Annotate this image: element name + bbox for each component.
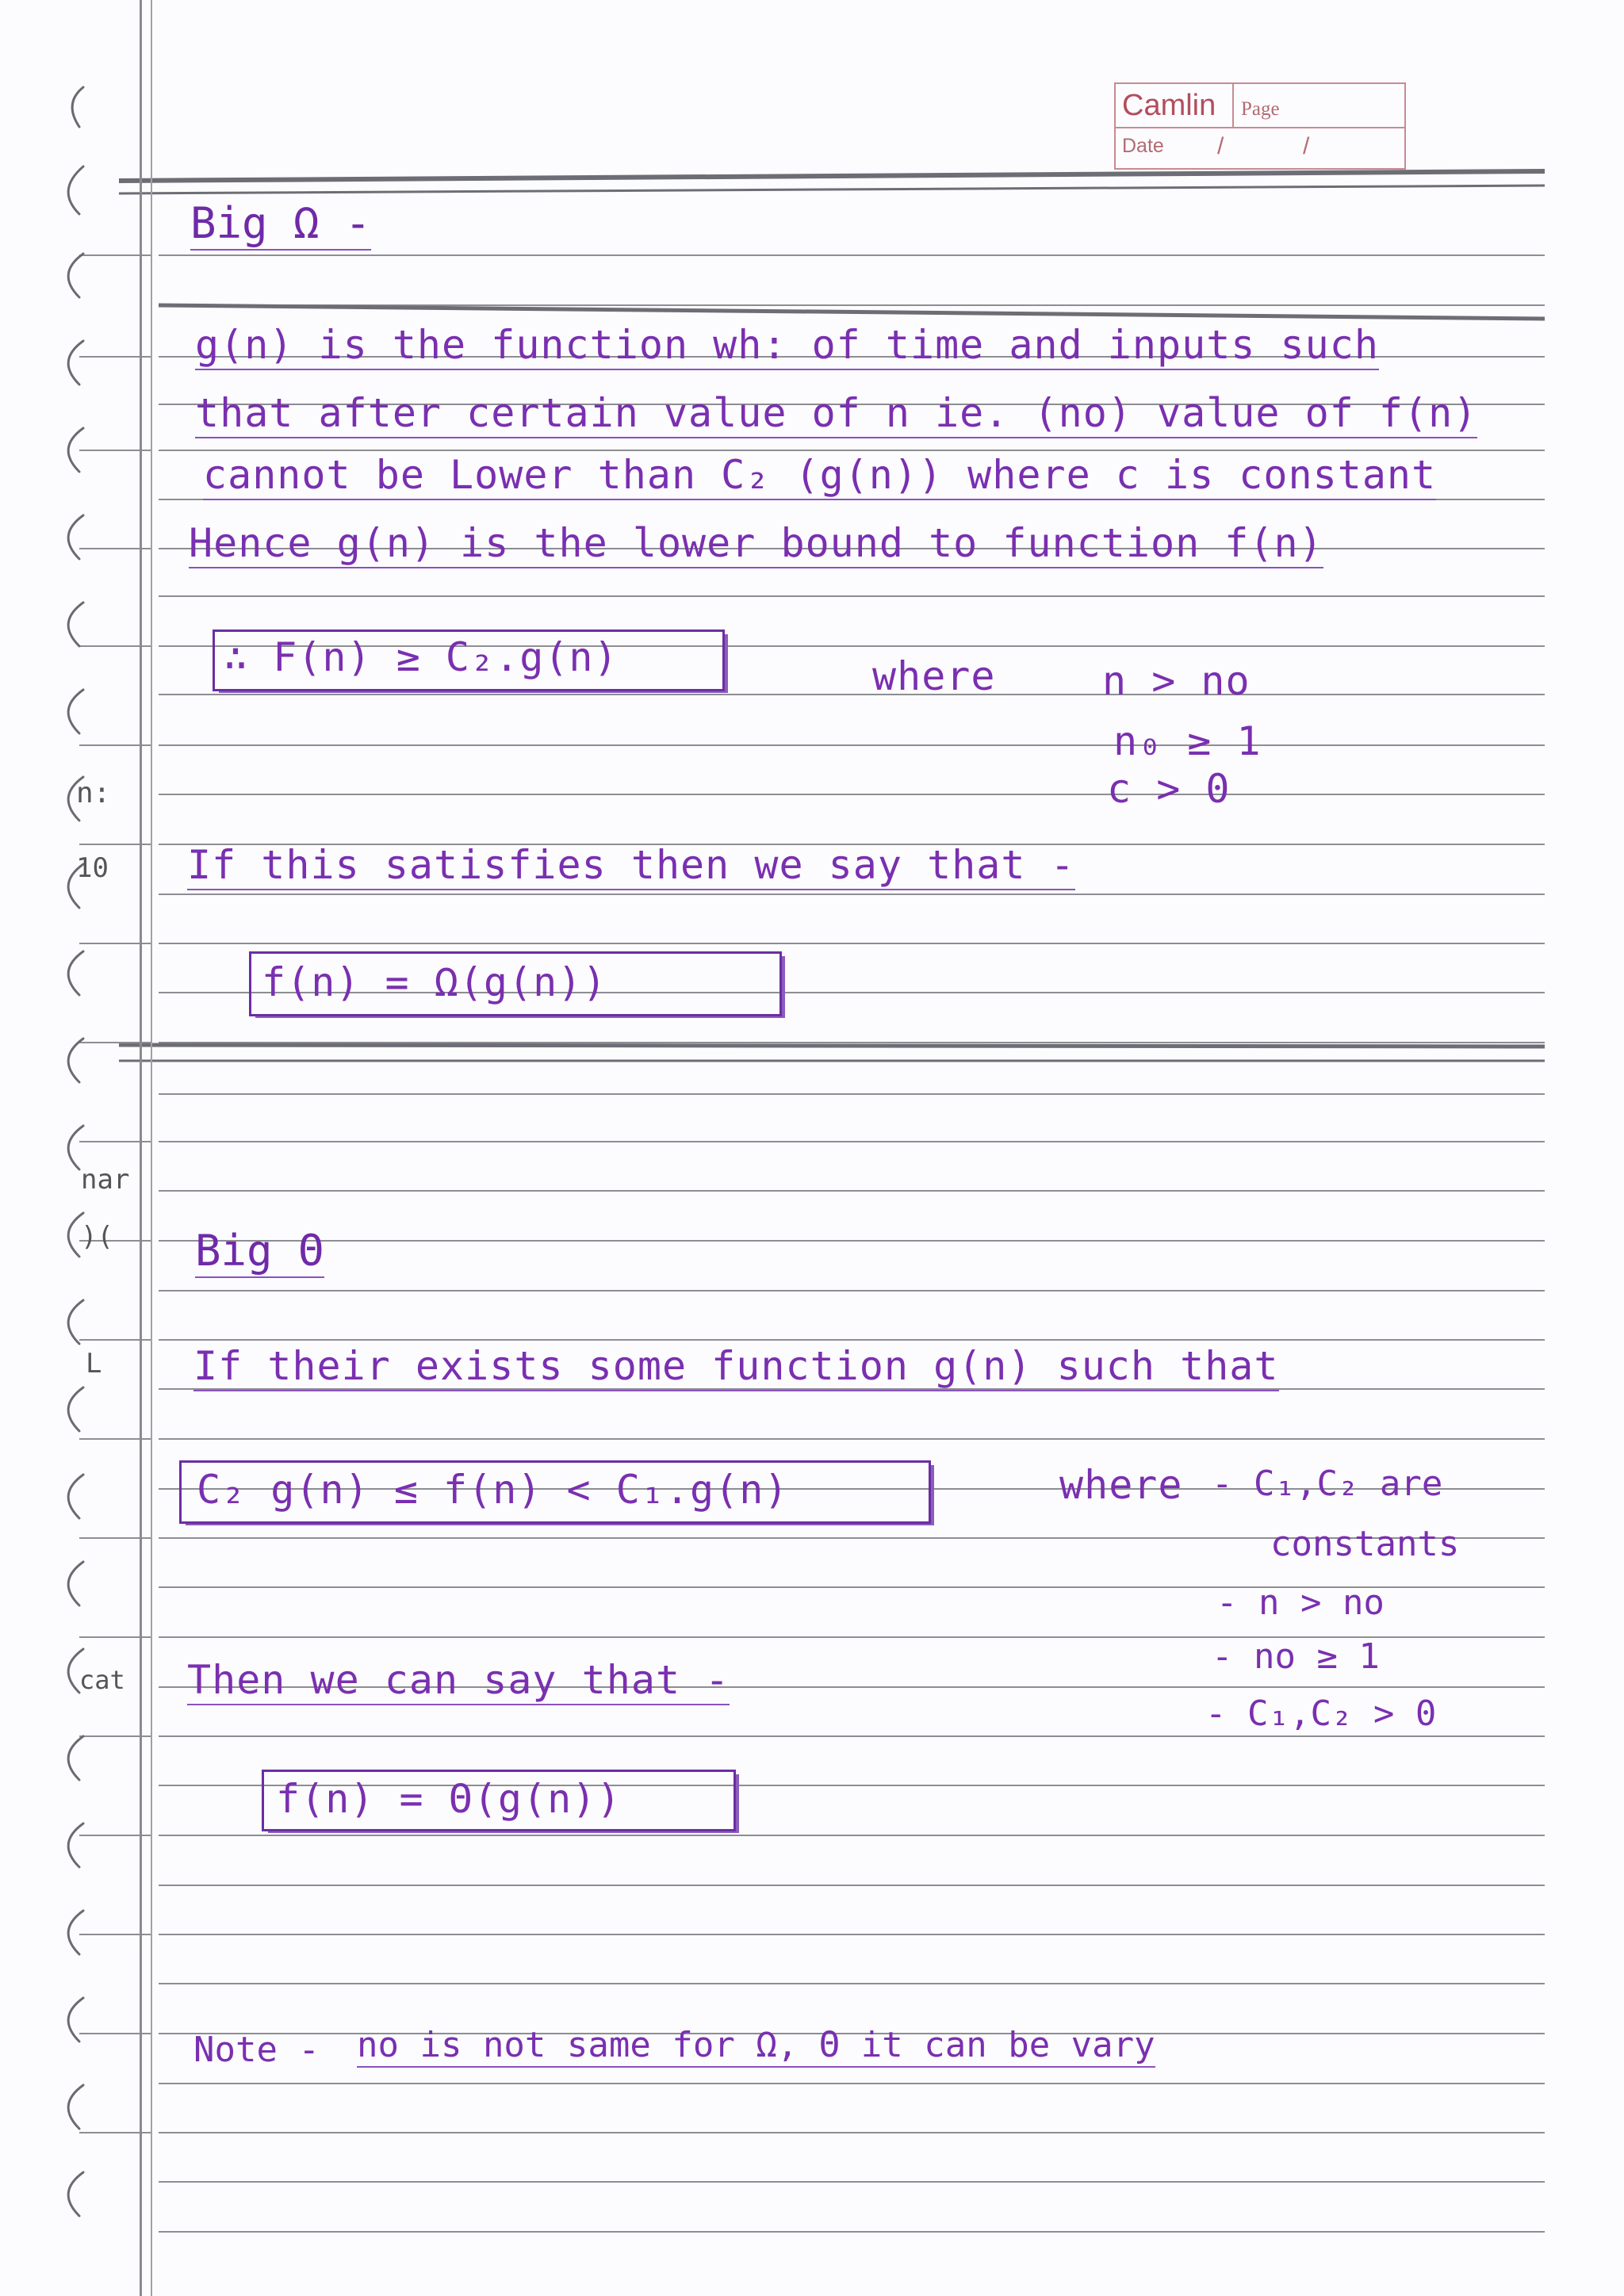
margin-scribble: cat [79,1665,125,1695]
section2-then-line: Then we can say that - [187,1657,730,1705]
note-label: Note - [193,2030,320,2070]
section1-para-line: that after certain value of n ie. (no) value of f(n) [195,390,1477,438]
section1-heading: Big Ω - [190,198,371,251]
section2-condition: - n > no [1216,1582,1385,1623]
margin-scribble: )( [81,1221,113,1253]
section1-condition: c > 0 [1107,766,1231,812]
section2-heading: Big Θ [195,1226,324,1278]
stamp-date-sep: / [1217,133,1224,159]
section1-para-line: g(n) is the function wh: of time and inputs such [195,322,1379,370]
section2-condition: constants [1270,1524,1460,1564]
stamp-date-sep: / [1303,133,1310,159]
section2-condition: - C₁,C₂ are [1212,1464,1443,1504]
section1-condition: n₀ ≥ 1 [1113,718,1262,764]
stamp-page-label: Page [1241,98,1280,120]
note-text: no is not same for Ω, Θ it can be vary [357,2025,1155,2068]
margin-scribble: n: [76,777,111,809]
section1-para-line: cannot be Lower than C₂ (g(n)) where c is constant [203,452,1436,500]
section2-where-label: where [1059,1462,1183,1508]
margin-scribble: 10 [76,852,109,884]
section1-where-label: where [872,653,996,699]
section1-para-line: Hence g(n) is the lower bound to function f(n) [189,520,1323,568]
camlin-page-stamp [1114,82,1406,170]
section1-result: f(n) = Ω(g(n)) [262,959,607,1005]
margin-scribble: L [86,1348,102,1380]
margin-scribble: nar [81,1164,130,1196]
stamp-date-label: Date [1122,135,1164,157]
section2-condition: - C₁,C₂ > 0 [1205,1693,1437,1734]
stamp-brand: Camlin [1122,89,1216,122]
section2-intro: If their exists some function g(n) such that [193,1343,1279,1391]
section1-then-line: If this satisfies then we say that - [187,842,1075,890]
margin-line [140,0,142,2296]
section1-condition: n > no [1102,658,1251,704]
section1-formula: ∴ F(n) ≥ C₂.g(n) [224,634,619,680]
section2-condition: - no ≥ 1 [1212,1636,1380,1677]
section2-formula: C₂ g(n) ≤ f(n) < C₁.g(n) [197,1467,789,1513]
spiral-binding [0,0,111,2296]
section2-result: f(n) = Θ(g(n)) [276,1776,622,1822]
margin-line-inner [151,0,152,2296]
